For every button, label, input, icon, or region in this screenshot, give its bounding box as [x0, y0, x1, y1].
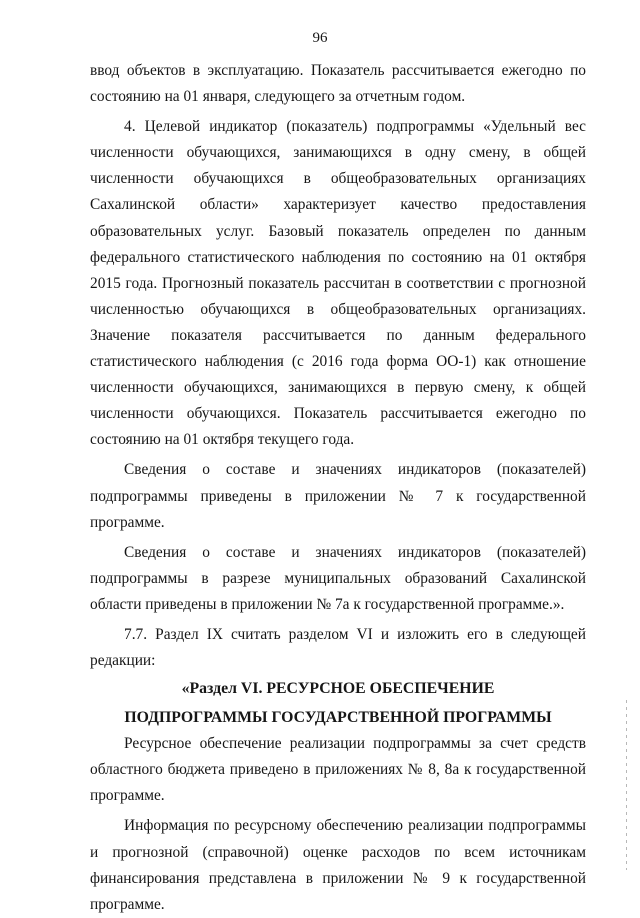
page-number: 96: [312, 30, 328, 46]
paragraph-appendix-7: Сведения о составе и значениях индикаторов (показателей) подпрограммы приведены в приложении № 7 к государственной программе.: [90, 461, 586, 531]
page-body: [90, 58, 586, 918]
section-heading-line-1: «Раздел VI. РЕСУРСНОЕ ОБЕСПЕЧЕНИЕ: [181, 680, 495, 698]
paragraph-resource-provision: Ресурсное обеспечение реализации подпрограммы за счет средств областного бюджета приведено в приложениях № 8, 8а к государственной программе.: [90, 735, 586, 805]
paragraph-resource-information: Информация по ресурсному обеспечению реализации подпрограммы и прогнозной (справочной) оценке расходов по всем источникам финансирования представлена в приложении № 9 к государственной программе.: [90, 817, 586, 913]
scan-edge-mark: [626, 700, 627, 870]
paragraph-indicator-4: 4. Целевой индикатор (показатель) подпрограммы «Удельный вес численности обучающихся, занимающихся в одну смену, в общей численности обучающихся в общеобразовательных организациях Сахалинской области» характеризует качество предоставления образовательных услуг. Базовый показатель определен по данным федерального статистического наблюдения по состоянию на 01 октября 2015 года. Прогнозный показатель рассчитан в соответствии с прогнозной численностью обучающихся в общеобразовательных организациях. Значение показателя рассчитывается по данным федерального статистического наблюдения (с 2016 года форма ОО-1) как отношение численности обучающихся, занимающихся в первую смену, к общей численности обучающихся. Показатель рассчитывается ежегодно по состоянию на 01 октября текущего года.: [90, 118, 586, 449]
paragraph-section-7-7: 7.7. Раздел IX считать разделом VI и изложить его в следующей редакции:: [90, 625, 586, 670]
section-heading-line-2: ПОДПРОГРАММЫ ГОСУДАРСТВЕННОЙ ПРОГРАММЫ: [124, 708, 552, 726]
paragraph-continuation: ввод объектов в эксплуатацию. Показатель рассчитывается ежегодно по состоянию на 01 января, следующего за отчетным годом.: [90, 62, 586, 106]
paragraph-appendix-7a: Сведения о составе и значениях индикаторов (показателей) подпрограммы в разрезе муниципальных образований Сахалинской области приведены в приложении № 7а к государственной программе.».: [90, 543, 586, 613]
